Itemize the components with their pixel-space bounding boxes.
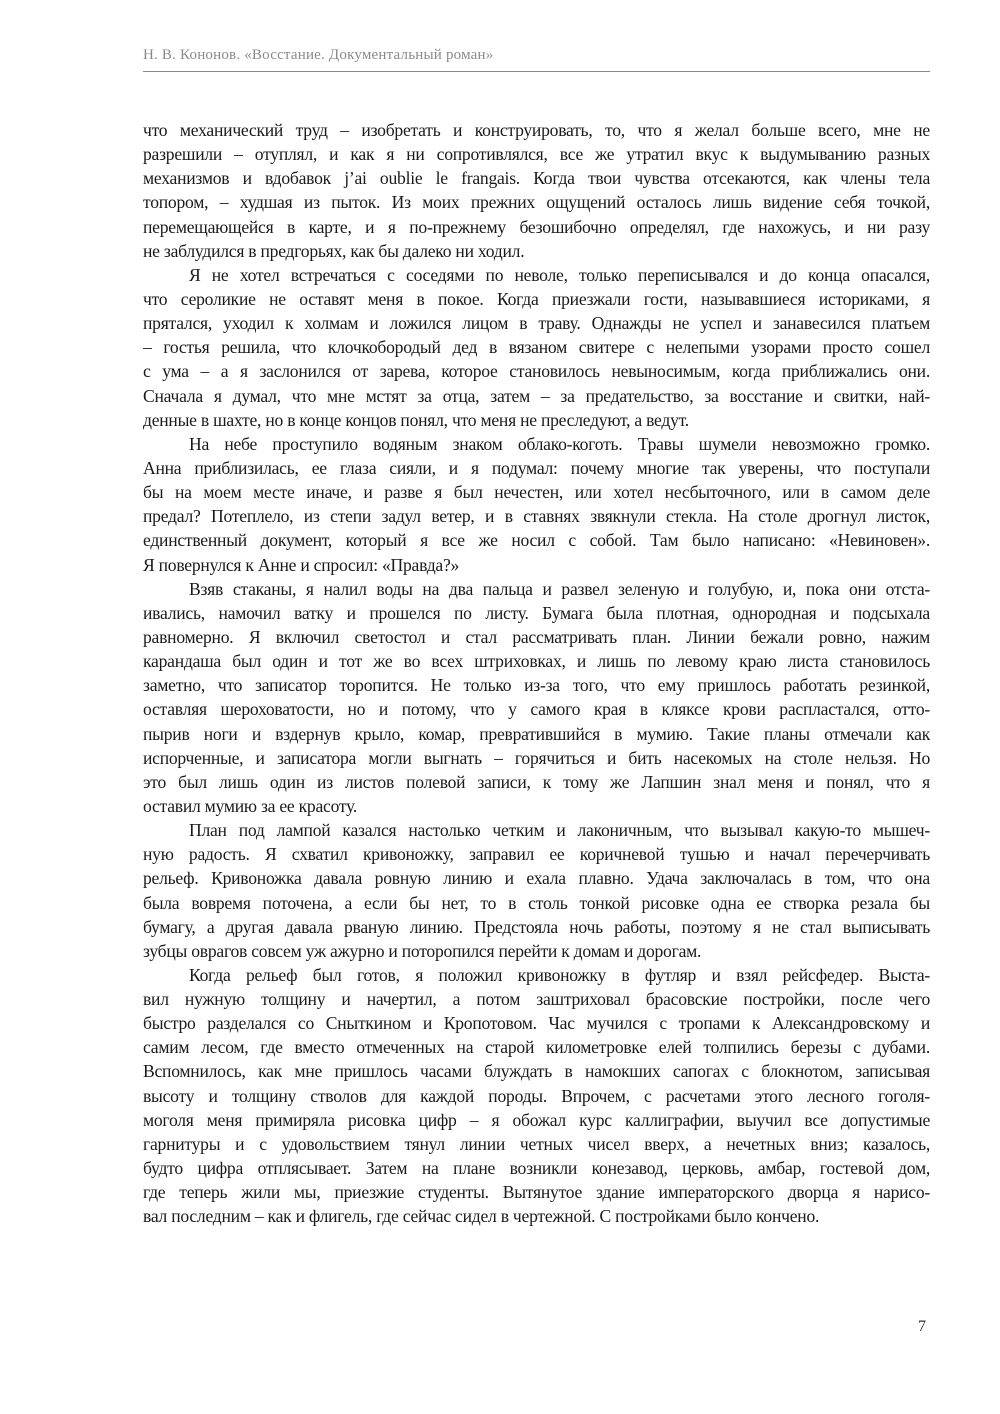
text-line: бумагу, а другая давала рваную линию. Предстояла ночь работы, поэтому я не стал выписывать: [143, 916, 930, 937]
paragraph: [143, 432, 930, 577]
text-line: денные в шахте, но в конце концов понял, что меня не преследуют, а ведут.: [143, 409, 689, 430]
paragraph: [143, 818, 930, 963]
text-line: Когда рельеф был готов, я положил кривоножку в футляр и взял рейсфедер. Выста-: [189, 964, 930, 985]
text-line: Я не хотел встречаться с соседями по неволе, только переписывался и до конца опасался,: [189, 264, 930, 285]
text-line: Анна приблизилась, ее глаза сияли, и я подумал: почему многие так уверены, что поступали: [143, 457, 930, 478]
text-line: вал последним – как и флигель, где сейчас сидел в чертежной. С постройками было кончено.: [143, 1206, 820, 1227]
text-line: разрешили – отуплял, и как я ни сопротивлялся, все же утратил вкус к выдумыванию разных: [143, 144, 930, 165]
body-text: [143, 118, 930, 1228]
text-line: карандаша был один и тот же во всех штриховках, и лишь по левому краю листа становилось: [143, 651, 930, 672]
text-line: – гостья решила, что клочкобородый дед в вязаном свитере с нелепыми узорами просто сошел: [143, 337, 930, 358]
text-line: вил нужную толщину и начертил, а потом заштриховал брасовские постройки, после чего: [143, 989, 930, 1010]
text-line: предал? Потеплело, из степи задул ветер, и в ставнях звякнули стекла. На столе дрогнул листок,: [143, 506, 930, 527]
text-line: перемещающейся в карте, и я по-прежнему безошибочно определял, где нахожусь, и ни разу: [143, 216, 930, 237]
text-line: гарнитуры и с удовольствием тянул линии четных чисел вверх, а нечетных вниз; казалось,: [143, 1133, 930, 1154]
text-line: ную радость. Я схватил кривоножку, заправил ее коричневой тушью и начал перечерчивать: [143, 844, 930, 865]
text-line: самим лесом, где вместо отмеченных на старой километровке елей толпились березы с дубами.: [143, 1037, 930, 1058]
header-rule: [143, 71, 930, 72]
text-line: Взяв стаканы, я налил воды на два пальца и развел зеленую и голубую, и, пока они отста-: [189, 578, 930, 599]
text-line: топором, – худшая из пыток. Из моих прежних ощущений осталось лишь видение себя точкой,: [143, 192, 930, 213]
text-line: что механический труд – изобретать и конструировать, то, что я желал больше всего, мне не: [143, 120, 930, 140]
text-line: высоту и толщину стволов для каждой породы. Впрочем, с расчетами этого лесного гоголя-: [143, 1085, 930, 1106]
paragraph: [143, 963, 930, 1229]
text-line: что сероликие не оставят меня в покое. Когда приезжали гости, называвшиеся историками, я: [143, 288, 930, 309]
text-line: Вспомнилось, как мне пришлось часами блуждать в намокших сапогах с блокнотом, записывая: [143, 1061, 930, 1082]
text-line: оставляя шероховатости, но и потому, что у самого края в кляксе крови распластался, отто-: [143, 699, 930, 720]
text-line: зубцы оврагов совсем уж ажурно и поторопился перейти к домам и дорогам.: [143, 940, 702, 961]
page-number: 7: [918, 1318, 926, 1335]
text-line: рельеф. Кривоножка давала ровную линию и ехала плавно. Удача заключалась в том, что она: [143, 868, 930, 889]
text-line: Я повернулся к Анне и спросил: «Правда?»: [143, 554, 460, 575]
text-line: План под лампой казался настолько четким и лаконичным, что вызывал какую-то мышеч-: [189, 820, 930, 841]
text-line: будто цифра отплясывает. Затем на плане возникли конезавод, церковь, амбар, гостевой дом,: [143, 1158, 930, 1179]
text-line: заметно, что записатор торопится. Не только из-за того, что ему пришлось работать резинкой,: [143, 675, 930, 696]
text-line: моголя меня примиряла рисовка цифр – я обожал курс каллиграфии, выучил все допустимые: [143, 1109, 930, 1130]
paragraph: [143, 577, 930, 818]
text-line: это был лишь один из листов полевой записи, к тому же Лапшин знал меня и понял, что я: [143, 771, 930, 792]
text-line: была вовремя поточена, а если бы нет, то в столь тонкой рисовке одна ее створка резала бы: [143, 892, 930, 913]
text-line: быстро разделался со Сныткином и Кропотовом. Час мучился с тропами к Александровскому и: [143, 1013, 930, 1034]
text-line: где теперь жили мы, приезжие студенты. Вытянутое здание императорского дворца я нарисо-: [143, 1182, 930, 1203]
text-line: с ума – а я заслонился от зарева, которое становилось невыносимым, когда приближались они.: [143, 361, 930, 382]
text-line: оставил мумию за ее красоту.: [143, 795, 358, 816]
text-line: прятался, уходил к холмам и ложился лицом в траву. Однажды не успел и занавесился платьем: [143, 313, 930, 334]
text-line: равномерно. Я включил светостол и стал рассматривать план. Линии бежали ровно, нажим: [143, 626, 930, 647]
text-line: ивались, намочил ватку и прошелся по листу. Бумага была плотная, однородная и подсыхала: [143, 602, 930, 623]
text-line: не заблудился в предгорьях, как бы далеко ни ходил.: [143, 240, 525, 261]
text-line: Сначала я думал, что мне мстят за отца, затем – за предательство, за восстание и свитки, най-: [143, 385, 930, 406]
text-line: испорченные, и записатора могли выгнать – горячиться и бить насекомых на столе нельзя. Но: [143, 747, 930, 768]
text-line: единственный документ, который я все же носил с собой. Там было написано: «Невиновен».: [143, 530, 930, 551]
running-header: Н. В. Кононов. «Восстание. Документальный роман»: [143, 47, 494, 63]
paragraph: [143, 263, 930, 432]
text-line: На небе проступило водяным знаком облако-коготь. Травы шумели невозможно громко.: [189, 433, 930, 454]
paragraph: [143, 118, 930, 263]
text-line: пырив ноги и вздернув крыло, комар, превратившийся в мумию. Такие планы отмечали как: [143, 723, 930, 744]
text-line: бы на моем месте иначе, и разве я был нечестен, или хотел несбыточного, или в самом деле: [143, 482, 930, 503]
text-line: механизмов и вдобавок j’ai oublie le frangais. Когда твои чувства отсекаются, как члены тела: [143, 168, 930, 189]
